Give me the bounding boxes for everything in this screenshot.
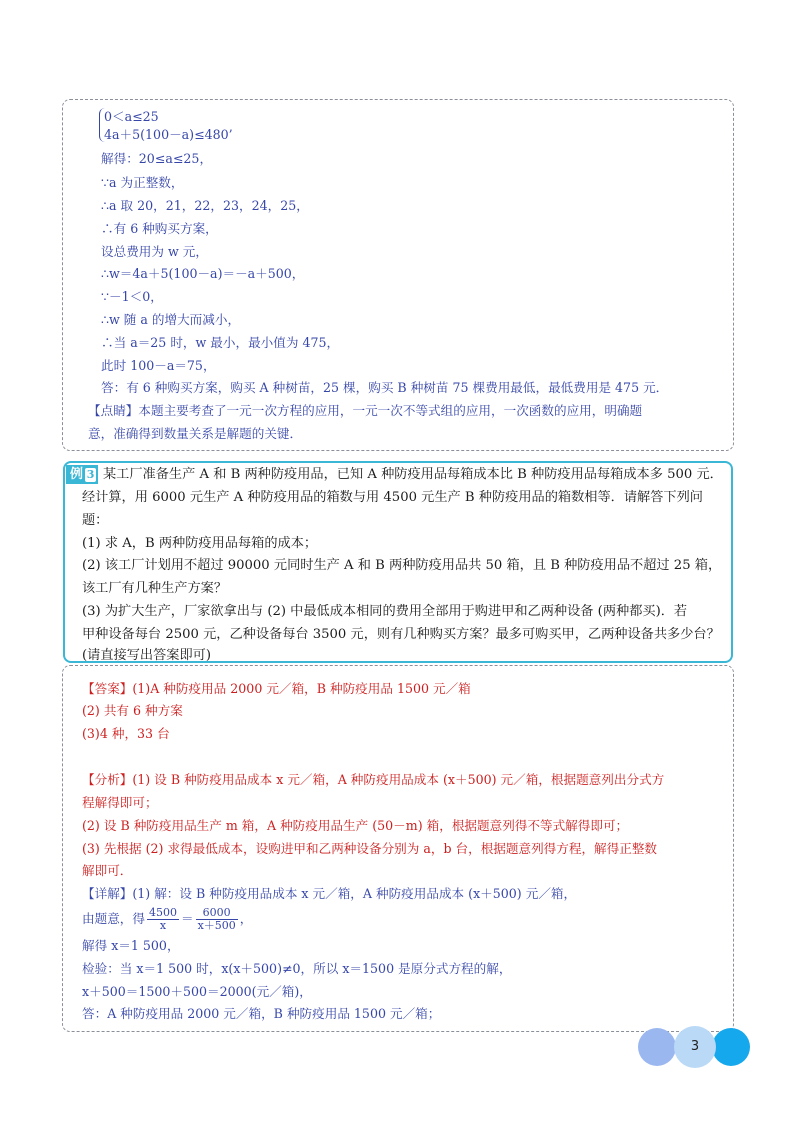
solution-line: 解得：20≤a≤25，	[101, 151, 213, 166]
analysis-line: 【分析】(1) 设 B 种防疫用品成本 x 元／箱，A 种防疫用品成本 (x＋500) 元／箱，根据题意列出分式方	[82, 772, 665, 787]
solution-line: ∴a 取 20，21，22，23，24，25，	[101, 198, 309, 213]
equation-prefix: 由题意，得	[82, 911, 145, 926]
example-line: 题：	[82, 513, 109, 528]
example-line: (请直接写出答案即可)	[82, 648, 211, 663]
analysis-line: (2) 设 B 种防疫用品生产 m 箱，A 种防疫用品生产 (50－m) 箱，根据题意列得不等式解得即可；	[82, 818, 629, 833]
fraction-right	[196, 907, 238, 932]
solution-line: ∴w＝4a＋5(100－a)＝－a＋500，	[101, 266, 305, 281]
example-line: 某工厂准备生产 A 和 B 两种防疫用品，已知 A 种防疫用品每箱成本比 B 种防疫用品每箱成本多 500 元．	[103, 467, 723, 482]
fraction-numerator: 6000	[196, 907, 238, 920]
solution-line: ∴有 6 种购买方案，	[101, 221, 218, 236]
analysis-line: 解即可．	[82, 863, 133, 878]
example-line: (3) 为扩大生产，厂家欲拿出与 (2) 中最低成本相同的费用全部用于购进甲和乙两种设备 (两种都买)．若	[82, 604, 688, 619]
system-line-1: 0＜a≤25	[104, 109, 159, 124]
decor-circle-right	[712, 1028, 750, 1066]
answer-line: 【答案】(1)A 种防疫用品 2000 元／箱，B 种防疫用品 1500 元／箱	[82, 681, 471, 696]
decor-circle-left	[638, 1028, 676, 1066]
example-line: 该工厂有几种生产方案？	[82, 581, 228, 596]
answer-line: (2) 共有 6 种方案	[82, 703, 183, 718]
example-tag-number: 3	[86, 468, 95, 481]
fraction-numerator: 4500	[148, 906, 177, 919]
example-line: (2) 该工厂计划用不超过 90000 元同时生产 A 和 B 两种防疫用品共 50 箱，且 B 种防疫用品不超过 25 箱，	[82, 558, 722, 573]
solution-line: ∴当 a＝25 时，w 最小，最小值为 475，	[101, 335, 340, 350]
fraction-left	[147, 907, 179, 932]
solution-line: ∵a 为正整数，	[101, 175, 184, 190]
analysis-line: 程解得即可；	[82, 795, 158, 810]
page-number: 3	[674, 1026, 716, 1068]
detail-line: x＋500＝1500＋500＝2000(元／箱)，	[82, 984, 312, 999]
example-line: (1) 求 A，B 两种防疫用品每箱的成本；	[82, 536, 318, 551]
fraction-equation-line	[82, 906, 252, 932]
detail-line: 检验：当 x＝1 500 时，x(x＋500)≠0，所以 x＝1500 是原分式方程的解，	[82, 961, 512, 976]
detail-line: 【详解】(1) 解：设 B 种防疫用品成本 x 元／箱，A 种防疫用品成本 (x＋500) 元／箱，	[82, 886, 577, 901]
example-tag	[66, 465, 98, 484]
analysis-line: (3) 先根据 (2) 求得最低成本，设购进甲和乙两种设备分别为 a，b 台，根据题意列得方程，解得正整数	[82, 841, 658, 856]
fraction-denominator: x＋500	[197, 919, 236, 932]
solution-line: ∴w 随 a 的增大而减小，	[101, 312, 241, 327]
solution-line: 答：有 6 种购买方案，购买 A 种树苗，25 棵，购买 B 种树苗 75 棵费用最低，最低费用是 475 元．	[101, 380, 669, 395]
equals-sign: ＝	[180, 911, 194, 926]
fraction-denominator: x	[159, 919, 167, 932]
solution-line: 设总费用为 w 元，	[101, 244, 208, 259]
comment-line: 【点睛】本题主要考查了一元一次方程的应用，一元一次不等式组的应用，一次函数的应用，明确题	[88, 403, 643, 418]
comment-line: 意，准确得到数量关系是解题的关键．	[88, 426, 303, 441]
solution-line: ∵－1＜0，	[101, 289, 163, 304]
system-line-2: 4a＋5(100－a)≤480’	[104, 127, 233, 142]
example-line: 甲种设备每台 2500 元，乙种设备每台 3500 元，则有几种购买方案？最多可购买甲，乙两种设备共多少台？	[82, 627, 720, 642]
detail-line: 答：A 种防疫用品 2000 元／箱，B 种防疫用品 1500 元／箱；	[82, 1006, 441, 1021]
answer-line: (3)4 种，33 台	[82, 726, 170, 741]
detail-line: 解得 x＝1 500，	[82, 938, 180, 953]
solution-line: 此时 100－a＝75，	[101, 358, 216, 373]
example-tag-text: 例	[70, 467, 84, 482]
equation-suffix: ，	[239, 911, 253, 926]
example-line: 经计算，用 6000 元生产 A 种防疫用品的箱数与用 4500 元生产 B 种防疫用品的箱数相等．请解答下列问	[82, 490, 703, 505]
